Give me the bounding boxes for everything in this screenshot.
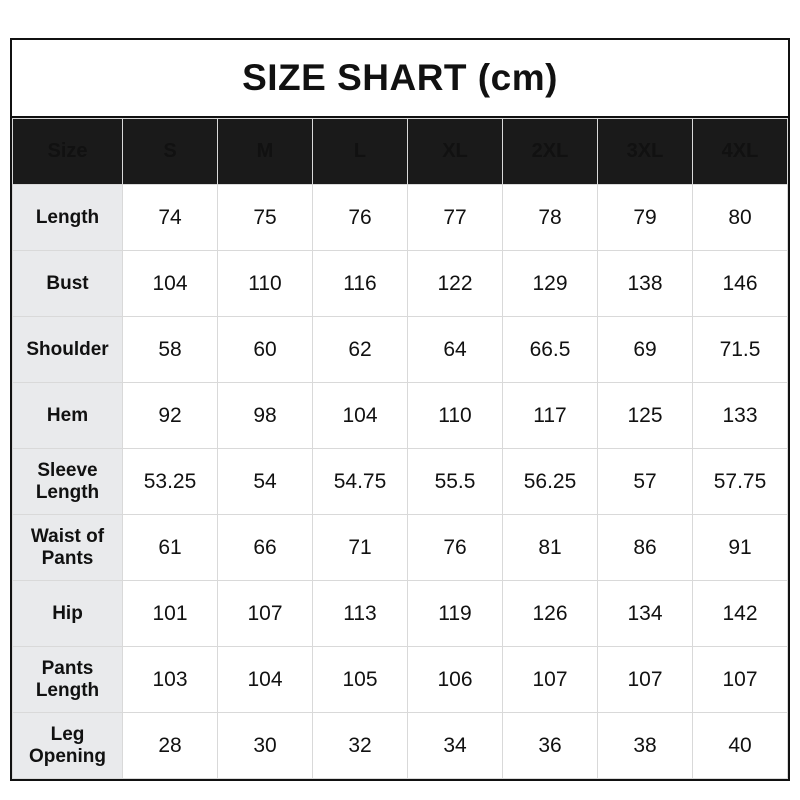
table-row bbox=[13, 713, 788, 779]
table-row bbox=[13, 251, 788, 317]
cell-pants-length-l: 105 bbox=[313, 647, 408, 713]
size-chart-container bbox=[10, 38, 790, 781]
column-header-size: Size bbox=[13, 119, 123, 185]
row-label-hip: Hip bbox=[13, 581, 123, 647]
table-row bbox=[13, 581, 788, 647]
cell-shoulder-2xl: 66.5 bbox=[503, 317, 598, 383]
cell-shoulder-xl: 64 bbox=[408, 317, 503, 383]
row-label-pants-length bbox=[13, 647, 123, 713]
cell-shoulder-3xl: 69 bbox=[598, 317, 693, 383]
cell-pants-length-xl: 106 bbox=[408, 647, 503, 713]
row-label-leg-opening-line1: Leg bbox=[50, 724, 85, 746]
chart-title-row bbox=[12, 40, 788, 118]
cell-leg-opening-2xl: 36 bbox=[503, 713, 598, 779]
cell-waist-of-pants-xl: 76 bbox=[408, 515, 503, 581]
column-header-m: M bbox=[218, 119, 313, 185]
cell-waist-of-pants-s: 61 bbox=[123, 515, 218, 581]
cell-sleeve-length-m: 54 bbox=[218, 449, 313, 515]
cell-sleeve-length-2xl: 56.25 bbox=[503, 449, 598, 515]
row-label-length: Length bbox=[13, 185, 123, 251]
row-label-waist-of-pants-line2: Pants bbox=[41, 547, 94, 569]
cell-hem-2xl: 117 bbox=[503, 383, 598, 449]
cell-waist-of-pants-m: 66 bbox=[218, 515, 313, 581]
cell-pants-length-3xl: 107 bbox=[598, 647, 693, 713]
table-header-row bbox=[13, 119, 788, 185]
cell-hip-s: 101 bbox=[123, 581, 218, 647]
cell-pants-length-4xl: 107 bbox=[693, 647, 788, 713]
cell-bust-2xl: 129 bbox=[503, 251, 598, 317]
table-row bbox=[13, 383, 788, 449]
table-header bbox=[13, 119, 788, 185]
cell-waist-of-pants-4xl: 91 bbox=[693, 515, 788, 581]
cell-hip-4xl: 142 bbox=[693, 581, 788, 647]
cell-bust-l: 116 bbox=[313, 251, 408, 317]
cell-pants-length-2xl: 107 bbox=[503, 647, 598, 713]
row-label-sleeve-length-line2: Length bbox=[35, 481, 100, 503]
cell-waist-of-pants-2xl: 81 bbox=[503, 515, 598, 581]
row-label-sleeve-length-line1: Sleeve bbox=[37, 460, 98, 482]
cell-sleeve-length-4xl: 57.75 bbox=[693, 449, 788, 515]
cell-hem-s: 92 bbox=[123, 383, 218, 449]
cell-shoulder-s: 58 bbox=[123, 317, 218, 383]
cell-leg-opening-s: 28 bbox=[123, 713, 218, 779]
table-body bbox=[13, 185, 788, 779]
column-header-xl: XL bbox=[408, 119, 503, 185]
cell-length-2xl: 78 bbox=[503, 185, 598, 251]
row-label-sleeve-length bbox=[13, 449, 123, 515]
cell-hip-xl: 119 bbox=[408, 581, 503, 647]
cell-shoulder-m: 60 bbox=[218, 317, 313, 383]
row-label-leg-opening-line2: Opening bbox=[28, 745, 107, 767]
column-header-l: L bbox=[313, 119, 408, 185]
cell-shoulder-l: 62 bbox=[313, 317, 408, 383]
row-label-hem: Hem bbox=[13, 383, 123, 449]
cell-length-xl: 77 bbox=[408, 185, 503, 251]
cell-hem-xl: 110 bbox=[408, 383, 503, 449]
cell-hip-3xl: 134 bbox=[598, 581, 693, 647]
table-row bbox=[13, 317, 788, 383]
cell-hip-m: 107 bbox=[218, 581, 313, 647]
cell-hem-l: 104 bbox=[313, 383, 408, 449]
row-label-waist-of-pants-line1: Waist of bbox=[30, 526, 105, 548]
cell-sleeve-length-s: 53.25 bbox=[123, 449, 218, 515]
cell-sleeve-length-xl: 55.5 bbox=[408, 449, 503, 515]
cell-bust-3xl: 138 bbox=[598, 251, 693, 317]
cell-length-l: 76 bbox=[313, 185, 408, 251]
cell-shoulder-4xl: 71.5 bbox=[693, 317, 788, 383]
column-header-2xl: 2XL bbox=[503, 119, 598, 185]
cell-sleeve-length-3xl: 57 bbox=[598, 449, 693, 515]
cell-pants-length-s: 103 bbox=[123, 647, 218, 713]
cell-hip-2xl: 126 bbox=[503, 581, 598, 647]
cell-leg-opening-4xl: 40 bbox=[693, 713, 788, 779]
cell-bust-s: 104 bbox=[123, 251, 218, 317]
cell-waist-of-pants-l: 71 bbox=[313, 515, 408, 581]
size-chart-table bbox=[12, 118, 788, 779]
column-header-3xl: 3XL bbox=[598, 119, 693, 185]
cell-length-4xl: 80 bbox=[693, 185, 788, 251]
table-row bbox=[13, 515, 788, 581]
table-row bbox=[13, 185, 788, 251]
cell-leg-opening-xl: 34 bbox=[408, 713, 503, 779]
column-header-4xl: 4XL bbox=[693, 119, 788, 185]
row-label-pants-length-line1: Pants bbox=[41, 658, 94, 680]
cell-length-m: 75 bbox=[218, 185, 313, 251]
cell-length-s: 74 bbox=[123, 185, 218, 251]
cell-leg-opening-m: 30 bbox=[218, 713, 313, 779]
page-title: SIZE SHART (cm) bbox=[242, 57, 558, 98]
cell-hem-4xl: 133 bbox=[693, 383, 788, 449]
cell-pants-length-m: 104 bbox=[218, 647, 313, 713]
cell-hem-m: 98 bbox=[218, 383, 313, 449]
row-label-shoulder: Shoulder bbox=[13, 317, 123, 383]
cell-sleeve-length-l: 54.75 bbox=[313, 449, 408, 515]
table-row bbox=[13, 449, 788, 515]
cell-leg-opening-l: 32 bbox=[313, 713, 408, 779]
cell-bust-4xl: 146 bbox=[693, 251, 788, 317]
cell-hip-l: 113 bbox=[313, 581, 408, 647]
cell-length-3xl: 79 bbox=[598, 185, 693, 251]
row-label-waist-of-pants bbox=[13, 515, 123, 581]
row-label-bust: Bust bbox=[13, 251, 123, 317]
cell-waist-of-pants-3xl: 86 bbox=[598, 515, 693, 581]
table-row bbox=[13, 647, 788, 713]
cell-leg-opening-3xl: 38 bbox=[598, 713, 693, 779]
cell-hem-3xl: 125 bbox=[598, 383, 693, 449]
cell-bust-xl: 122 bbox=[408, 251, 503, 317]
cell-bust-m: 110 bbox=[218, 251, 313, 317]
column-header-s: S bbox=[123, 119, 218, 185]
row-label-leg-opening bbox=[13, 713, 123, 779]
row-label-pants-length-line2: Length bbox=[35, 679, 100, 701]
